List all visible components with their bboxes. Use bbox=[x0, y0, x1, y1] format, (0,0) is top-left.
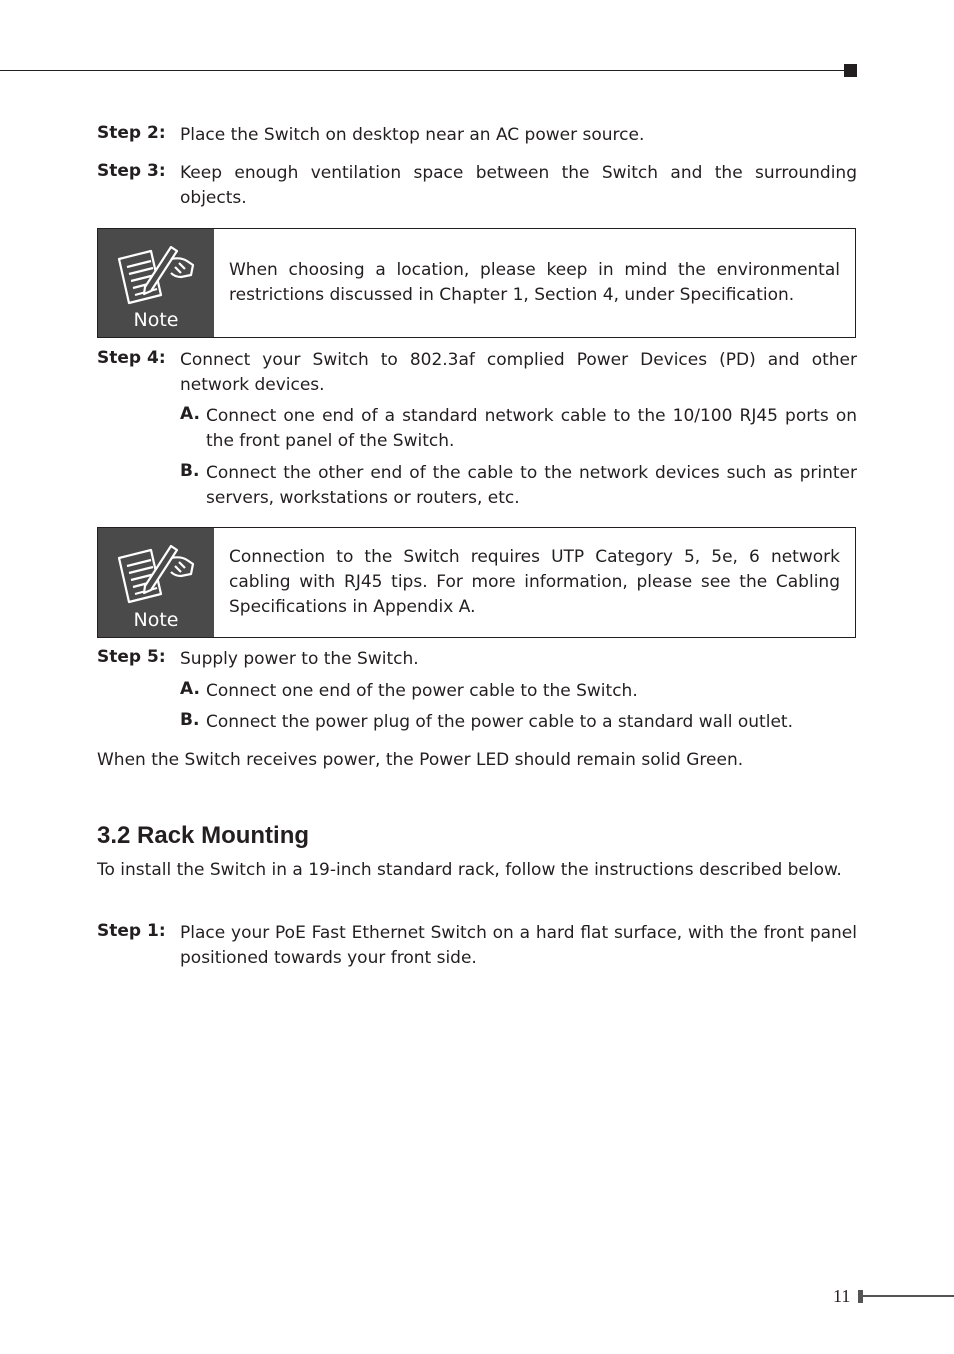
note-body: Connection to the Switch requires UTP Category 5, 5e, 6 network cabling with RJ45 tips. For more information, please see the Cabling Specifications in Appendix A. bbox=[229, 547, 840, 617]
step-5-sub-a bbox=[180, 679, 857, 704]
sub-label: A. bbox=[180, 404, 200, 424]
power-led-paragraph: When the Switch receives power, the Power LED should remain solid Green. bbox=[97, 750, 744, 770]
note-pen-icon bbox=[115, 540, 197, 604]
step-3 bbox=[97, 161, 857, 211]
step-text: Keep enough ventilation space between the Switch and the surrounding objects. bbox=[180, 163, 857, 208]
step-2 bbox=[97, 123, 857, 148]
sub-label: B. bbox=[180, 710, 200, 730]
note-box-location bbox=[97, 228, 856, 338]
step-label: Step 1: bbox=[97, 921, 166, 941]
header-rule bbox=[0, 70, 846, 71]
sub-text: Connect one end of the power cable to the Switch. bbox=[206, 681, 638, 701]
section-intro: To install the Switch in a 19-inch standard rack, follow the instructions described below. bbox=[97, 860, 842, 880]
sub-label: A. bbox=[180, 679, 200, 699]
step-text: Connect your Switch to 802.3af complied Power Devices (PD) and other network devices. bbox=[180, 350, 857, 395]
rack-step-1 bbox=[97, 921, 857, 971]
page-number: 11 bbox=[833, 1286, 851, 1306]
note-label: Note bbox=[133, 609, 179, 631]
note-sidebar bbox=[98, 229, 214, 337]
step-text: Place your PoE Fast Ethernet Switch on a hard flat surface, with the front panel positioned towards your front side. bbox=[180, 923, 857, 968]
step-5-sub-b bbox=[180, 710, 857, 735]
sub-text: Connect the power plug of the power cable to a standard wall outlet. bbox=[206, 712, 793, 732]
header-marker bbox=[844, 64, 857, 77]
step-text: Place the Switch on desktop near an AC power source. bbox=[180, 125, 645, 145]
step-4-sub-a bbox=[180, 404, 857, 454]
sub-text: Connect one end of a standard network cable to the 10/100 RJ45 ports on the front panel of the Switch. bbox=[206, 406, 857, 451]
section-heading: 3.2 Rack Mounting bbox=[97, 822, 310, 849]
sub-label: B. bbox=[180, 461, 200, 481]
step-label: Step 4: bbox=[97, 348, 166, 368]
note-sidebar bbox=[98, 528, 214, 637]
note-body: When choosing a location, please keep in mind the environmental restrictions discussed in Chapter 1, Section 4, under Specification. bbox=[229, 260, 840, 305]
note-text bbox=[214, 528, 855, 637]
step-text: Supply power to the Switch. bbox=[180, 649, 419, 669]
step-4-sub-b bbox=[180, 461, 857, 511]
step-5 bbox=[97, 647, 857, 672]
note-box-cabling bbox=[97, 527, 856, 638]
step-label: Step 5: bbox=[97, 647, 166, 667]
step-4 bbox=[97, 348, 857, 398]
step-label: Step 2: bbox=[97, 123, 166, 143]
note-pen-icon bbox=[115, 241, 197, 305]
footer-rule bbox=[863, 1295, 954, 1297]
step-label: Step 3: bbox=[97, 161, 166, 181]
note-text bbox=[214, 229, 855, 337]
note-label: Note bbox=[133, 309, 179, 331]
sub-text: Connect the other end of the cable to the network devices such as printer servers, workstations or routers, etc. bbox=[206, 463, 857, 508]
